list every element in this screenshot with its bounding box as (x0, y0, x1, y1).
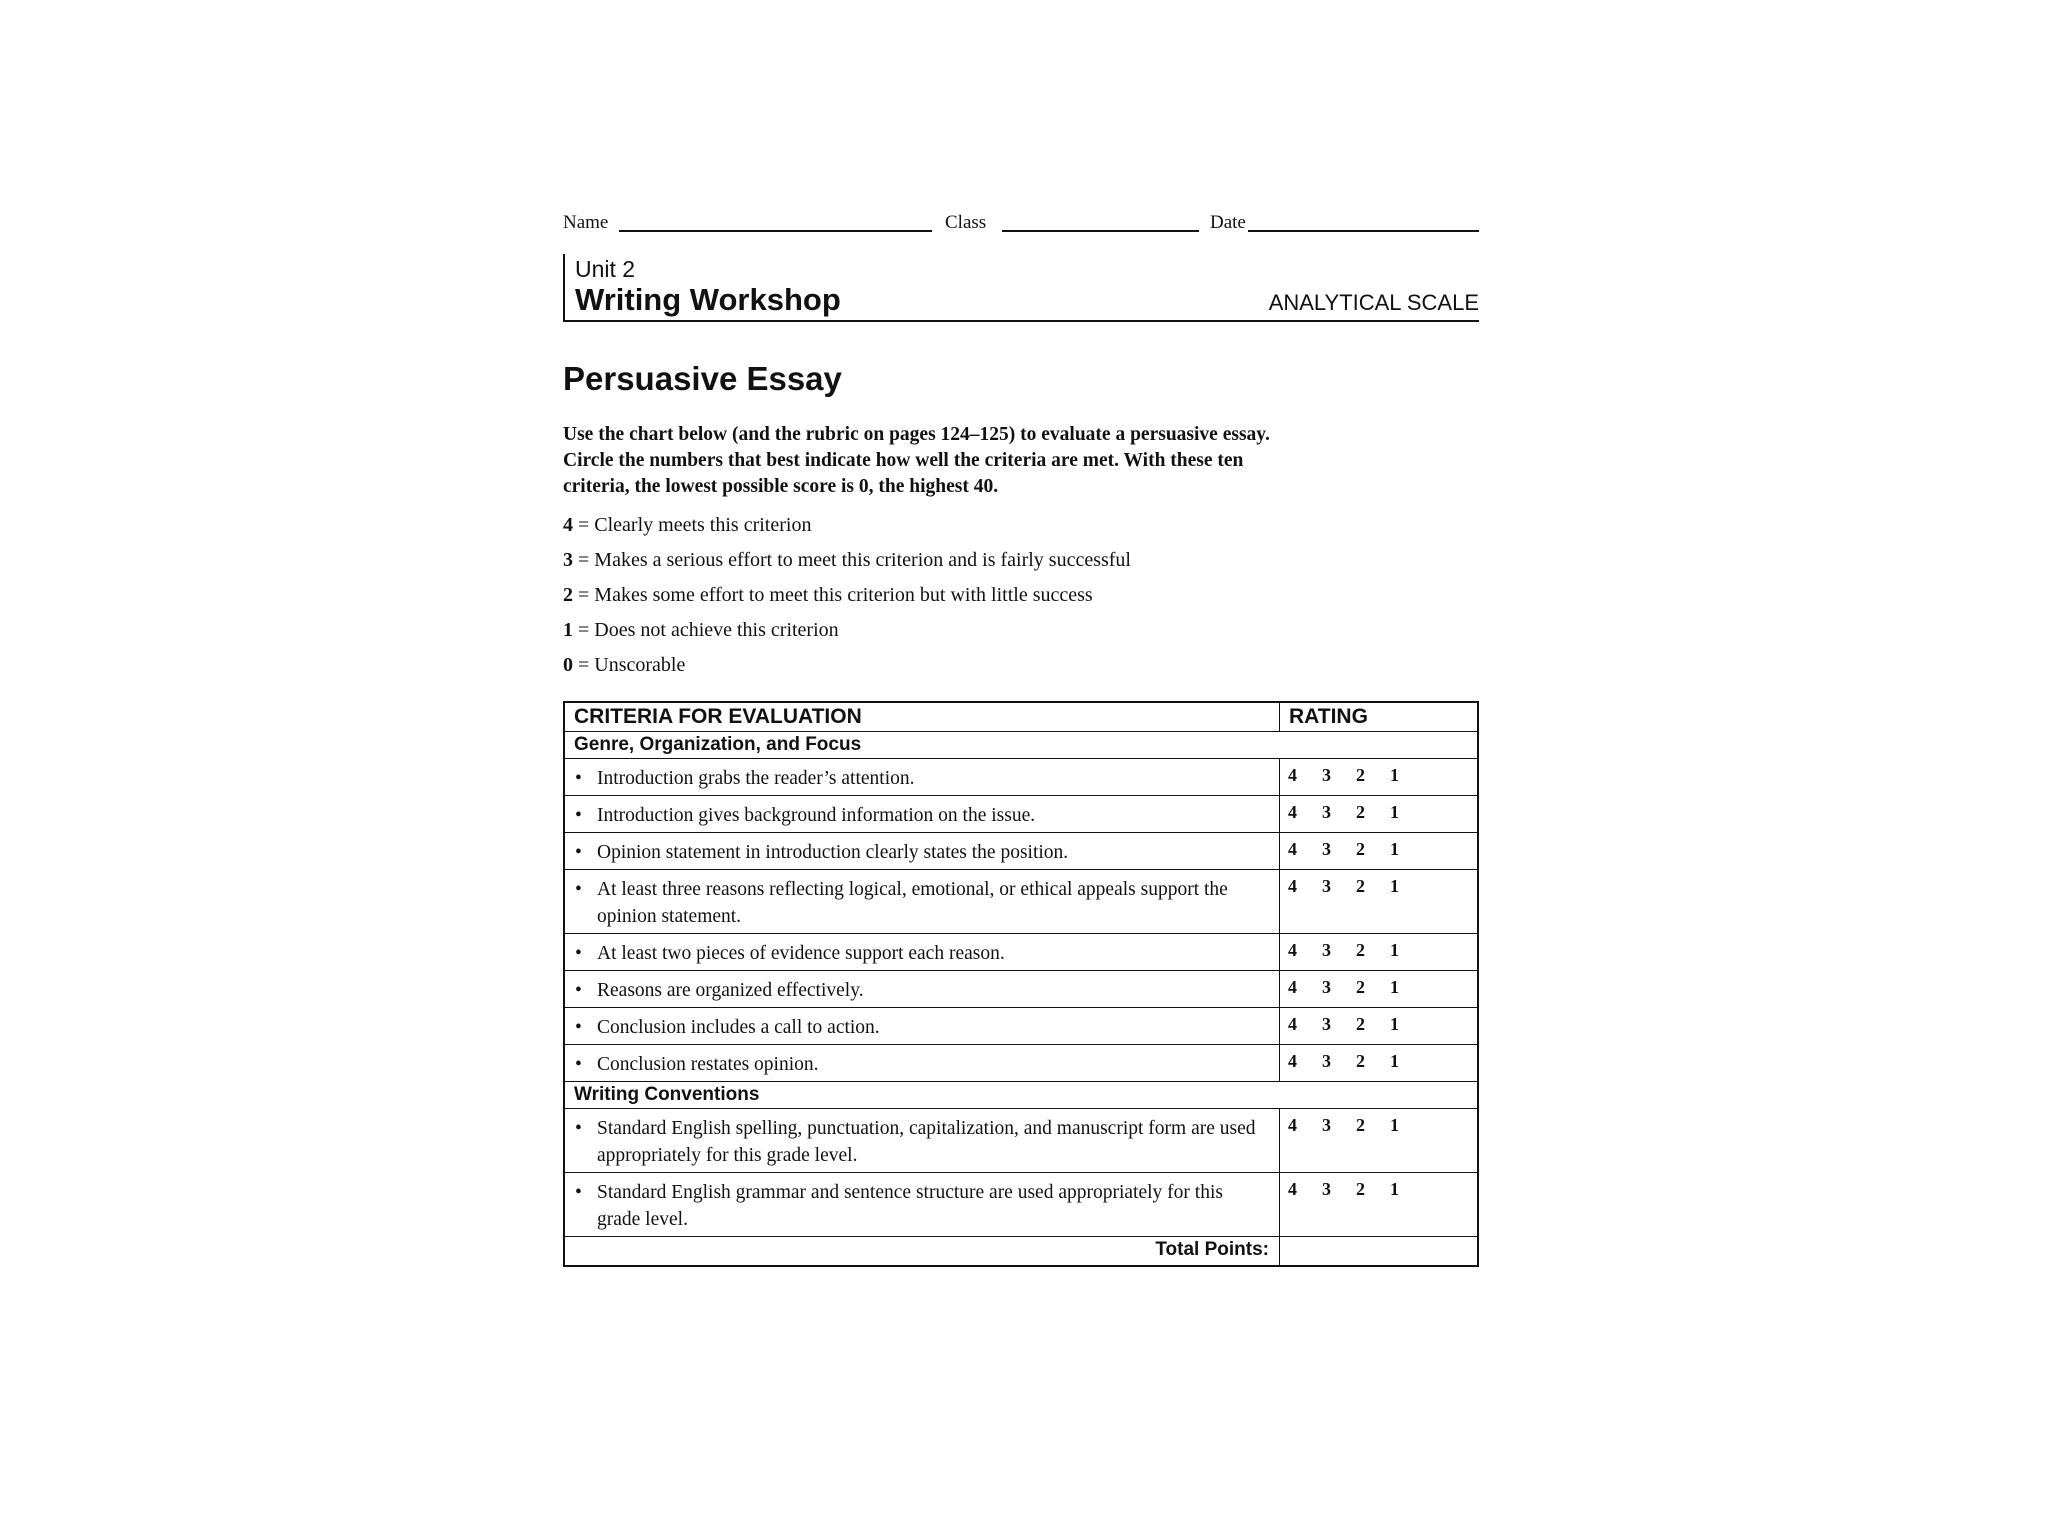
criterion-cell (564, 833, 1280, 870)
rating-option[interactable]: 1 (1390, 977, 1399, 997)
name-line (619, 230, 932, 232)
section2-body (564, 1109, 1478, 1237)
unit-header (563, 254, 1479, 322)
criterion-row (564, 971, 1478, 1008)
scale-item (563, 648, 1479, 683)
rating-cell (1280, 1109, 1479, 1173)
rating-option[interactable]: 2 (1356, 977, 1365, 997)
bullet-icon: • (575, 980, 582, 1001)
rating-option[interactable]: 4 (1288, 765, 1297, 785)
rating-cell (1280, 1173, 1479, 1237)
instructions: Use the chart below (and the rubric on pages 124–125) to evaluate a persuasive essay. Circle the numbers that best indicate how well the criteria are met. With these ten criteria, the lowest possible score is 0, the highest 40. (563, 424, 1270, 497)
rating-cell (1280, 1045, 1479, 1082)
criterion-row (564, 870, 1478, 934)
rating-option[interactable]: 1 (1390, 839, 1399, 859)
criterion-text: Standard English spelling, punctuation, capitalization, and manuscript form are used appropriately for this grade level. (597, 1118, 1256, 1166)
criterion-row (564, 759, 1478, 796)
criterion-row (564, 833, 1478, 870)
rating-option[interactable]: 3 (1322, 1179, 1331, 1199)
criterion-row (564, 1109, 1478, 1173)
rating-option[interactable]: 4 (1288, 1014, 1297, 1034)
scale-item (563, 543, 1479, 578)
rating-cell (1280, 759, 1479, 796)
rating-option[interactable]: 1 (1390, 1014, 1399, 1034)
criterion-cell (564, 934, 1280, 971)
table-header-row (564, 702, 1478, 732)
rating-option[interactable]: 4 (1288, 1179, 1297, 1199)
scale-description: = Clearly meets this criterion (573, 514, 812, 536)
criterion-cell (564, 1045, 1280, 1082)
scale-number: 4 (563, 514, 573, 536)
rating-option[interactable]: 1 (1390, 802, 1399, 822)
rating-option[interactable]: 3 (1322, 765, 1331, 785)
rating-option[interactable]: 3 (1322, 940, 1331, 960)
date-label: Date (1210, 212, 1246, 233)
section-row (564, 732, 1478, 759)
rating-option[interactable]: 4 (1288, 977, 1297, 997)
rating-option[interactable]: 3 (1322, 1014, 1331, 1034)
rating-option[interactable]: 1 (1390, 1051, 1399, 1071)
criterion-cell (564, 1173, 1280, 1237)
scale-description: = Makes a serious effort to meet this criterion and is fairly successful (573, 549, 1131, 571)
rating-cell (1280, 1008, 1479, 1045)
criterion-text: Reasons are organized effectively. (597, 980, 864, 1001)
rating-option[interactable]: 2 (1356, 940, 1365, 960)
criterion-text: Introduction gives background information on the issue. (597, 805, 1036, 826)
rating-option[interactable]: 1 (1390, 876, 1399, 896)
criterion-row (564, 796, 1478, 833)
class-line (1002, 230, 1199, 232)
evaluation-table (563, 701, 1479, 1267)
total-points-cell[interactable] (1280, 1237, 1479, 1267)
criterion-text: Introduction grabs the reader’s attention. (597, 768, 915, 789)
scale-description: = Unscorable (573, 654, 686, 676)
criterion-row (564, 934, 1478, 971)
rating-option[interactable]: 2 (1356, 1115, 1365, 1135)
bullet-icon: • (575, 1182, 582, 1203)
rating-option[interactable]: 2 (1356, 876, 1365, 896)
scale-description: = Makes some effort to meet this criterion but with little success (573, 584, 1093, 606)
scale-legend (563, 508, 1479, 683)
rating-option[interactable]: 3 (1322, 802, 1331, 822)
bullet-icon: • (575, 805, 582, 826)
rating-cell (1280, 870, 1479, 934)
rating-cell (1280, 971, 1479, 1008)
rating-option[interactable]: 2 (1356, 839, 1365, 859)
rating-option[interactable]: 2 (1356, 1179, 1365, 1199)
criterion-cell (564, 1008, 1280, 1045)
criterion-text: Standard English grammar and sentence structure are used appropriately for this grade level. (597, 1182, 1223, 1230)
rating-option[interactable]: 4 (1288, 940, 1297, 960)
scale-item (563, 578, 1479, 613)
section-heading: Writing Conventions (564, 1082, 1478, 1109)
rating-option[interactable]: 3 (1322, 977, 1331, 997)
total-row (564, 1237, 1478, 1267)
bullet-icon: • (575, 842, 582, 863)
rating-cell (1280, 833, 1479, 870)
scale-description: = Does not achieve this criterion (573, 619, 839, 641)
criterion-text: Conclusion includes a call to action. (597, 1017, 880, 1038)
bullet-icon: • (575, 879, 582, 900)
criterion-text: Opinion statement in introduction clearly states the position. (597, 842, 1069, 863)
criterion-text: Conclusion restates opinion. (597, 1054, 819, 1075)
criterion-cell (564, 796, 1280, 833)
scale-item (563, 508, 1479, 543)
criterion-text: At least three reasons reflecting logical, emotional, or ethical appeals support the opinion statement. (597, 879, 1228, 927)
rating-option[interactable]: 2 (1356, 802, 1365, 822)
rating-option[interactable]: 4 (1288, 839, 1297, 859)
rating-option[interactable]: 3 (1322, 839, 1331, 859)
rating-option[interactable]: 4 (1288, 802, 1297, 822)
rating-option[interactable]: 3 (1322, 1051, 1331, 1071)
criterion-cell (564, 759, 1280, 796)
class-label: Class (945, 212, 987, 233)
scale-number: 1 (563, 619, 573, 641)
rating-option[interactable]: 1 (1390, 765, 1399, 785)
bullet-icon: • (575, 1017, 582, 1038)
criteria-header: CRITERIA FOR EVALUATION (564, 702, 1280, 732)
section1-body (564, 759, 1478, 1082)
criterion-cell (564, 1109, 1280, 1173)
rating-option[interactable]: 1 (1390, 940, 1399, 960)
bullet-icon: • (575, 1118, 582, 1139)
page-title: Persuasive Essay (563, 360, 842, 397)
section-heading: Genre, Organization, and Focus (564, 732, 1478, 759)
unit-label: Unit 2 (575, 256, 636, 282)
scale-number: 0 (563, 654, 573, 676)
rating-option[interactable]: 1 (1390, 1179, 1399, 1199)
rating-cell (1280, 796, 1479, 833)
bullet-icon: • (575, 768, 582, 789)
rating-option[interactable]: 4 (1288, 1051, 1297, 1071)
criterion-cell (564, 971, 1280, 1008)
scale-number: 3 (563, 549, 573, 571)
criterion-row (564, 1008, 1478, 1045)
name-label: Name (563, 212, 609, 233)
criterion-text: At least two pieces of evidence support each reason. (597, 943, 1005, 964)
rating-option[interactable]: 3 (1322, 876, 1331, 896)
rating-option[interactable]: 1 (1390, 1115, 1399, 1135)
rating-option[interactable]: 2 (1356, 1014, 1365, 1034)
criterion-row (564, 1045, 1478, 1082)
criterion-row (564, 1173, 1478, 1237)
bullet-icon: • (575, 943, 582, 964)
rating-option[interactable]: 3 (1322, 1115, 1331, 1135)
date-line (1248, 230, 1479, 232)
section-row (564, 1082, 1478, 1109)
bullet-icon: • (575, 1054, 582, 1075)
rating-option[interactable]: 2 (1356, 765, 1365, 785)
criterion-cell (564, 870, 1280, 934)
rating-header: RATING (1280, 702, 1479, 732)
rubric-page (563, 206, 1479, 1267)
scale-item (563, 613, 1479, 648)
workshop-title: Writing Workshop (575, 282, 841, 317)
rating-cell (1280, 934, 1479, 971)
scale-number: 2 (563, 584, 573, 606)
scale-label: ANALYTICAL SCALE (1268, 290, 1479, 315)
rating-option[interactable]: 2 (1356, 1051, 1365, 1071)
rating-option[interactable]: 4 (1288, 1115, 1297, 1135)
rating-option[interactable]: 4 (1288, 876, 1297, 896)
total-points-label: Total Points: (564, 1237, 1280, 1267)
student-info-row (563, 206, 1479, 240)
